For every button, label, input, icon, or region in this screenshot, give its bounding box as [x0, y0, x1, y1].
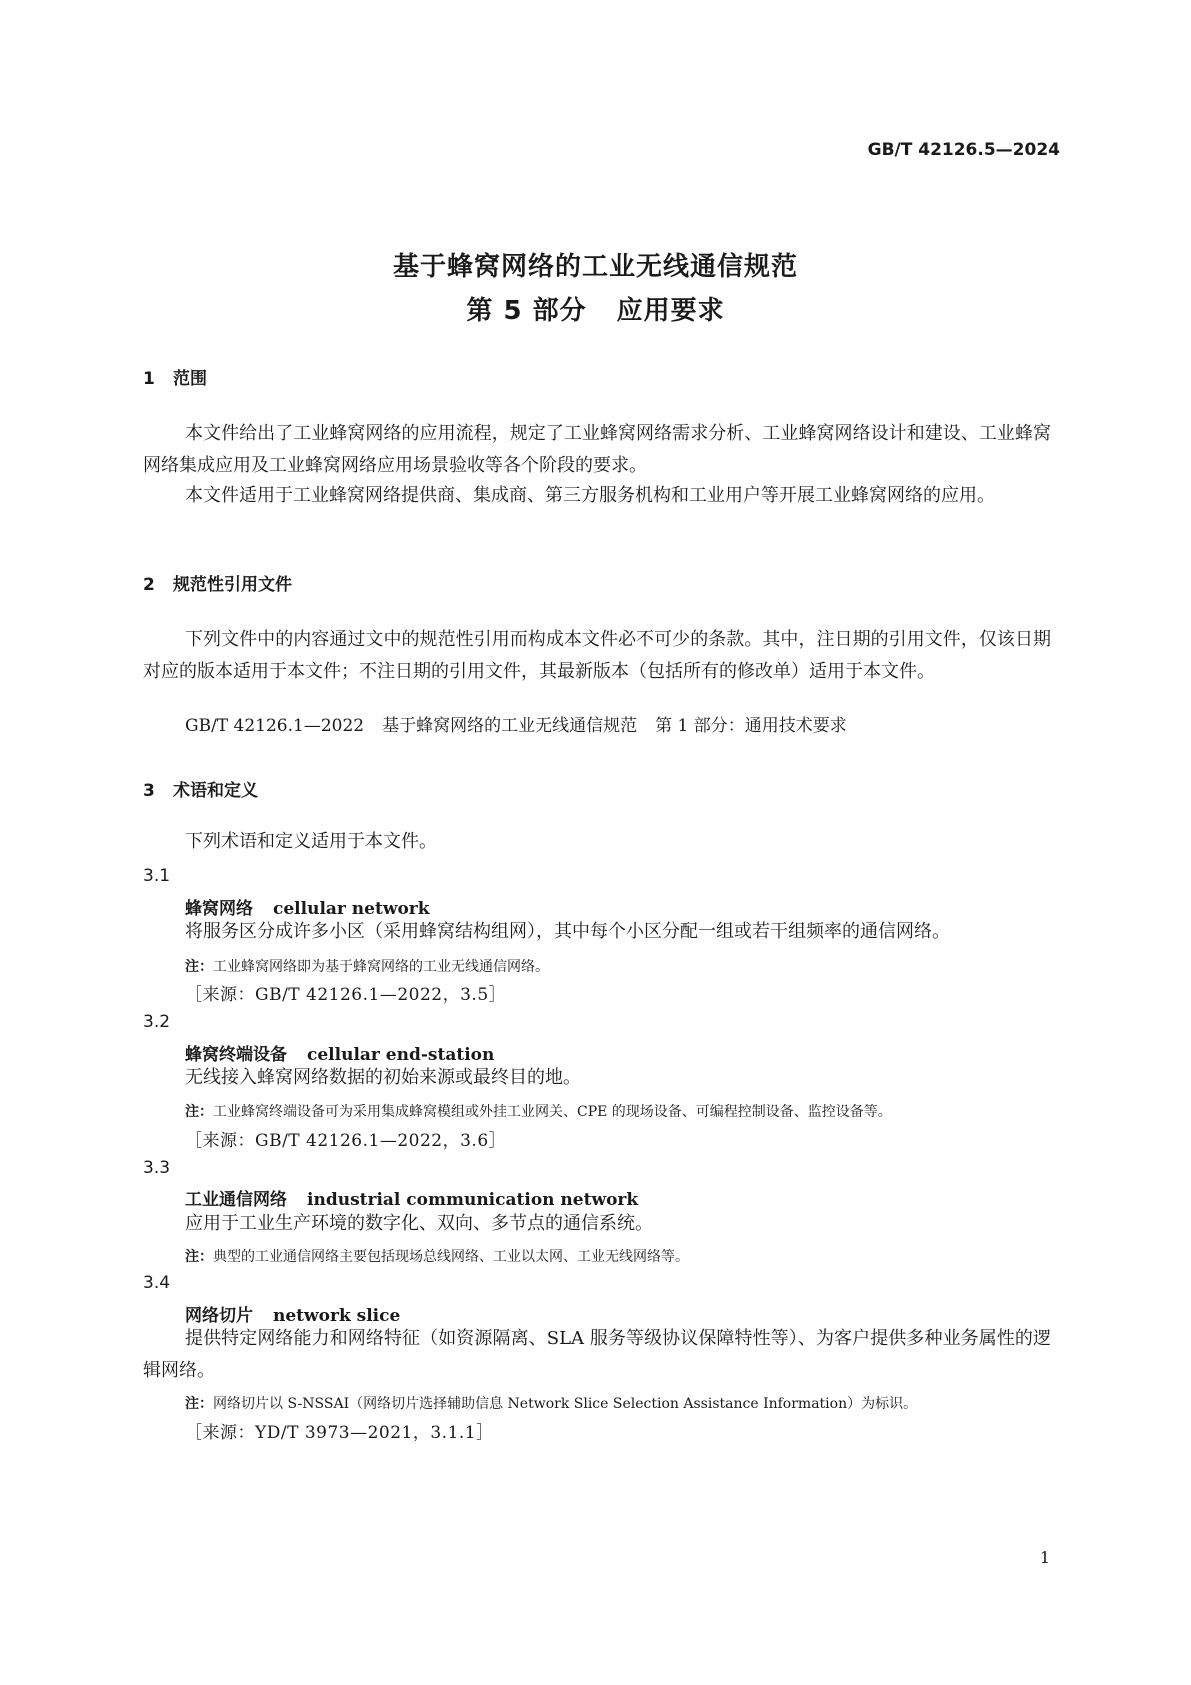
- term-source: ［来源：GB/T 42126.1—2022，3.5］: [185, 985, 507, 1005]
- section-title: 规范性引用文件: [173, 575, 292, 595]
- reference-part: 第 1 部分：通用技术要求: [655, 716, 847, 736]
- note-label: 注：: [185, 1396, 213, 1412]
- normative-reference: [185, 712, 847, 740]
- term-en: network slice: [273, 1306, 401, 1326]
- reference-title: 基于蜂窝网络的工业无线通信规范: [382, 716, 638, 736]
- note-label: 注：: [185, 1104, 213, 1120]
- section-1-heading: [143, 364, 207, 389]
- term-entry: [185, 1185, 638, 1210]
- term-definition: 无线接入蜂窝网络数据的初始来源或最终目的地。: [185, 1067, 581, 1088]
- term-zh: 网络切片: [185, 1306, 253, 1326]
- term-number: 3.4: [143, 1273, 171, 1293]
- section-number: 3: [143, 781, 155, 801]
- note-text: 工业蜂窝网络即为基于蜂窝网络的工业无线通信网络。: [213, 959, 549, 975]
- term-number: 3.2: [143, 1012, 171, 1032]
- term-definition: 将服务区分成许多小区（采用蜂窝结构组网），其中每个小区分配一组或若干组频率的通信网络。: [185, 921, 950, 942]
- term-note: [185, 956, 549, 976]
- term-zh: 蜂窝终端设备: [185, 1045, 287, 1065]
- note-text: 网络切片以 S-NSSAI（网络切片选择辅助信息 Network Slice Selection Assistance Information）为标识。: [213, 1396, 918, 1412]
- term-definition: 提供特定网络能力和网络特征（如资源隔离、SLA 服务等级协议保障特性等）、为客户提供多种业务属性的逻辑网络。: [143, 1328, 1051, 1381]
- section-title: 范围: [173, 369, 207, 389]
- term-zh: 蜂窝网络: [185, 899, 253, 919]
- standard-number: GB/T 42126.5—2024: [867, 140, 1060, 160]
- section-1-paragraph-2: 本文件适用于工业蜂窝网络提供商、集成商、第三方服务机构和工业用户等开展工业蜂窝网络的应用。: [185, 485, 995, 506]
- section-title: 术语和定义: [173, 781, 258, 801]
- term-number: 3.3: [143, 1158, 171, 1178]
- term-en: cellular end-station: [307, 1045, 495, 1065]
- section-3-intro: 下列术语和定义适用于本文件。: [185, 831, 437, 852]
- note-text: 典型的工业通信网络主要包括现场总线网络、工业以太网、工业无线网络等。: [213, 1249, 689, 1265]
- term-source: ［来源：GB/T 42126.1—2022，3.6］: [185, 1131, 507, 1151]
- section-3-heading: [143, 776, 258, 801]
- section-2-paragraph-1: 下列文件中的内容通过文中的规范性引用而构成本文件必不可少的条款。其中，注日期的引用文件，仅该日期对应的版本适用于本文件；不注日期的引用文件，其最新版本（包括所有的修改单）适用于本文件。: [143, 629, 1051, 682]
- term-source: ［来源：YD/T 3973—2021，3.1.1］: [185, 1423, 494, 1443]
- term-definition: 应用于工业生产环境的数字化、双向、多节点的通信系统。: [185, 1213, 653, 1234]
- term-note: [185, 1393, 917, 1413]
- term-en: cellular network: [273, 899, 430, 919]
- document-title: 基于蜂窝网络的工业无线通信规范: [392, 252, 798, 282]
- section-2-heading: [143, 570, 292, 595]
- section-number: 1: [143, 369, 155, 389]
- document-subtitle: [0, 290, 1191, 327]
- reference-code: GB/T 42126.1—2022: [185, 716, 365, 736]
- page-number: 1: [1039, 1548, 1050, 1567]
- term-note: [185, 1101, 892, 1121]
- section-1-paragraph-1: 本文件给出了工业蜂窝网络的应用流程，规定了工业蜂窝网络需求分析、工业蜂窝网络设计和建设、工业蜂窝网络集成应用及工业蜂窝网络应用场景验收等各个阶段的要求。: [143, 423, 1051, 476]
- term-zh: 工业通信网络: [185, 1190, 287, 1210]
- note-label: 注：: [185, 1249, 213, 1265]
- term-en: industrial communication network: [307, 1190, 639, 1210]
- part-label: 第 5 部分: [466, 296, 587, 326]
- note-label: 注：: [185, 959, 213, 975]
- section-number: 2: [143, 575, 155, 595]
- term-note: [185, 1246, 689, 1266]
- note-text: 工业蜂窝终端设备可为采用集成蜂窝模组或外挂工业网关、CPE 的现场设备、可编程控制设备、监控设备等。: [213, 1104, 892, 1120]
- term-number: 3.1: [143, 866, 171, 886]
- subtitle-text: 应用要求: [616, 296, 725, 326]
